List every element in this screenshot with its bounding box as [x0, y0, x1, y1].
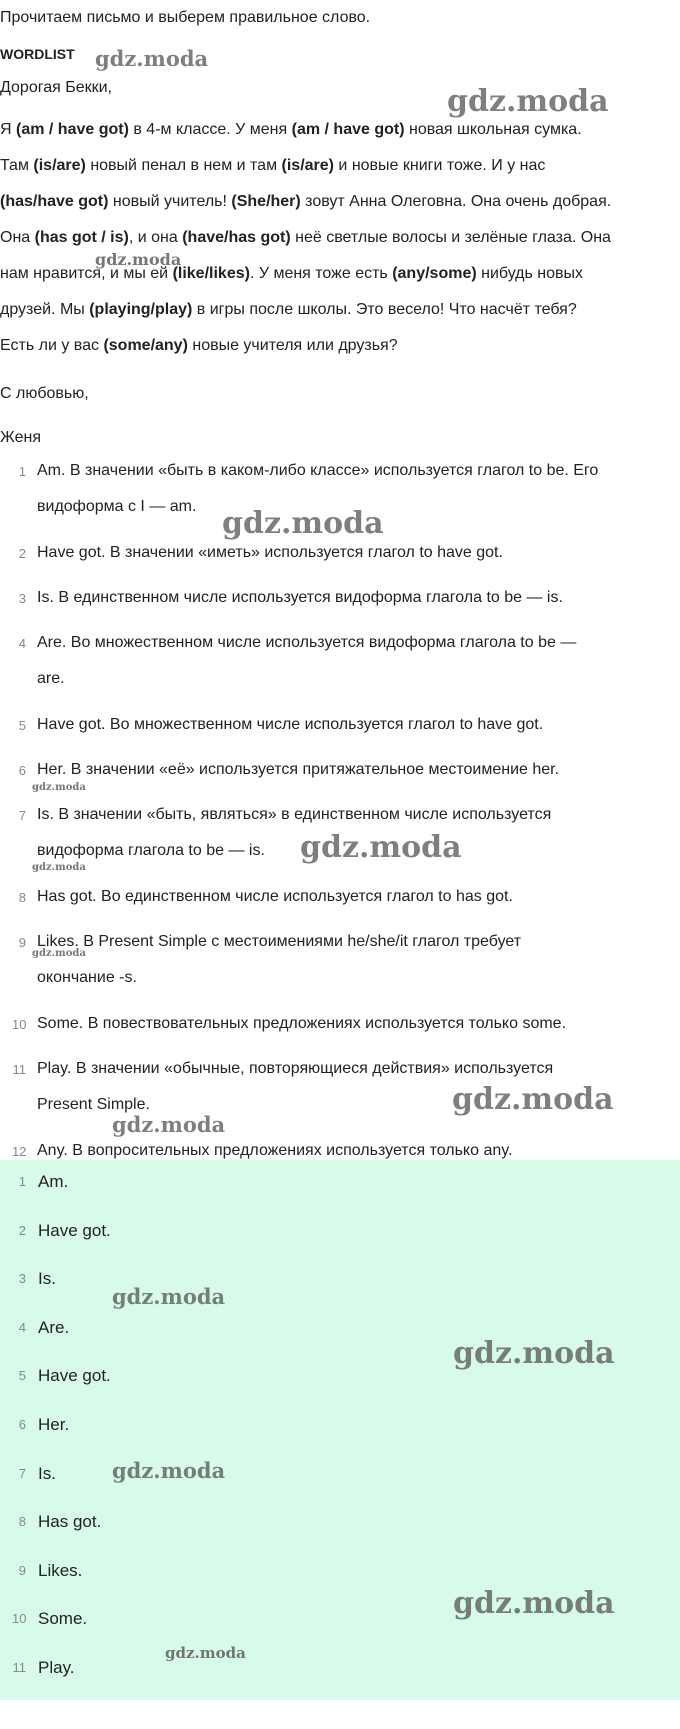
word-choice: (has/have got)	[0, 193, 109, 210]
explanation-text: Play. В значении «обычные, повторяющиеся действия» используется	[37, 1060, 554, 1077]
answer-text: Play.	[38, 1658, 75, 1677]
item-number: 1	[18, 1174, 26, 1189]
explanation-text: Has got. Во единственном числе используется глагол to has got.	[37, 888, 513, 905]
explanation-text: Is. В значении «быть, являться» в единственном числе используется	[37, 806, 552, 823]
watermark: gdz.moda	[452, 1082, 614, 1117]
word-choice: (any/some)	[392, 265, 477, 282]
letter-line	[0, 156, 545, 176]
wordlist-heading: WORDLIST	[0, 46, 75, 62]
item-number: 2	[18, 1222, 26, 1238]
letter-line	[0, 300, 577, 320]
explanation-text: Am. В значении «быть в каком-либо классе» используется глагол to be. Его	[37, 462, 599, 479]
letter-text: нибудь новых	[476, 265, 584, 282]
explanation-text: Likes. В Present Simple с местоимениями he/she/it глагол требует	[37, 933, 522, 950]
watermark: gdz.moda	[95, 250, 182, 269]
letter-text: новый учитель!	[108, 193, 232, 210]
explanation-text: окончание -s.	[37, 969, 137, 986]
letter-text: Я	[0, 121, 16, 138]
answer-text: Am.	[38, 1172, 69, 1191]
watermark: gdz.moda	[453, 1586, 615, 1621]
watermark: gdz.moda	[112, 1458, 226, 1483]
answer-text: Likes.	[38, 1560, 83, 1580]
answer-text: Have got.	[38, 1220, 111, 1240]
answer-text: Some.	[38, 1609, 88, 1629]
word-choice: (have/has got)	[182, 229, 291, 246]
item-number: 3	[18, 591, 26, 606]
explanation-text: are.	[37, 670, 65, 687]
letter-greeting: Дорогая Бекки,	[0, 79, 112, 96]
answer-text: Is.	[38, 1463, 56, 1483]
item-number: 2	[18, 546, 26, 561]
letter-line	[0, 120, 582, 140]
watermark: gdz.moda	[112, 1284, 226, 1309]
item-number: 7	[18, 1465, 26, 1481]
letter-line	[0, 228, 611, 248]
letter-line	[0, 264, 583, 284]
answer-text: Has got.	[38, 1512, 102, 1532]
item-number: 7	[18, 808, 26, 823]
letter-text: в 4-м классе. У меня	[128, 121, 292, 138]
watermark: gdz.moda	[165, 1644, 246, 1662]
explanation-text: Present Simple.	[37, 1096, 150, 1113]
letter-text: в игры после школы. Это весело! Что насчёт тебя?	[192, 301, 577, 318]
letter-line	[0, 336, 398, 356]
word-choice: (like/likes)	[172, 265, 250, 282]
letter-text: новый пенал в нем и там	[85, 157, 282, 174]
watermark: gdz.moda	[112, 1112, 226, 1137]
item-number: 1	[18, 464, 26, 479]
letter-text: . У меня тоже есть	[249, 265, 393, 282]
explanation-text: Any. В вопросительных предложениях используется только any.	[37, 1142, 513, 1159]
watermark: gdz.moda	[32, 948, 86, 959]
word-choice: (has got / is)	[34, 229, 129, 246]
watermark: gdz.moda	[222, 506, 384, 541]
letter-text: нам нравится, и мы ей	[0, 265, 173, 282]
explanation-text: видоформа глагола to be — is.	[37, 842, 265, 859]
word-choice: (is/are)	[33, 157, 86, 174]
item-number: 4	[18, 636, 26, 651]
letter-text: Есть ли у вас	[0, 337, 104, 354]
item-number: 11	[12, 1660, 26, 1675]
intro-text: Прочитаем письмо и выберем правильное слово.	[0, 9, 371, 26]
item-number: 10	[12, 1611, 27, 1627]
letter-text: неё светлые волосы и зелёные глаза. Она	[290, 229, 611, 246]
word-choice: (am / have got)	[16, 121, 129, 138]
watermark: gdz.moda	[95, 46, 209, 71]
letter-text: Она	[0, 229, 35, 246]
answer-text: Is.	[38, 1269, 56, 1289]
item-number: 9	[18, 935, 26, 950]
item-number: 4	[18, 1319, 26, 1335]
explanation-text: видоформа с I — am.	[37, 498, 197, 515]
explanation-text: Her. В значении «её» используется притяжательное местоимение her.	[37, 761, 560, 778]
letter-text: новые учителя или друзья?	[187, 337, 398, 354]
item-number: 6	[18, 1417, 26, 1432]
item-number: 3	[18, 1271, 26, 1287]
answer-text: Are.	[38, 1317, 70, 1337]
letter-text: зовут Анна Олеговна. Она очень добрая.	[300, 193, 612, 210]
explanation-text: Are. Во множественном числе используется видоформа глагола to be —	[37, 634, 577, 651]
item-number: 5	[18, 718, 26, 733]
letter-closing: С любовью,	[0, 385, 89, 402]
item-number: 11	[12, 1062, 26, 1077]
letter-text: новая школьная сумка.	[404, 121, 582, 138]
word-choice: (playing/play)	[89, 301, 193, 318]
item-number: 10	[12, 1017, 27, 1032]
answer-text: Have got.	[38, 1366, 111, 1386]
explanation-text: Have got. В значении «иметь» используется глагол to have got.	[37, 544, 503, 561]
item-number: 5	[18, 1368, 26, 1384]
word-choice: (She/her)	[231, 193, 301, 210]
word-choice: (am / have got)	[291, 121, 405, 138]
letter-text: Там	[0, 157, 34, 174]
item-number: 8	[18, 1514, 26, 1530]
explanation-text: Have got. Во множественном числе используется глагол to have got.	[37, 716, 544, 733]
item-number: 6	[18, 763, 26, 778]
letter-text: , и она	[128, 229, 183, 246]
item-number: 9	[18, 1562, 26, 1578]
watermark: gdz.moda	[447, 84, 609, 119]
word-choice: (some/any)	[103, 337, 188, 354]
explanation-text: Some. В повествовательных предложениях используется только some.	[37, 1015, 567, 1032]
letter-text: и новые книги тоже. И у нас	[333, 157, 546, 174]
item-number: 12	[12, 1144, 27, 1159]
watermark: gdz.moda	[300, 830, 462, 865]
letter-text: друзей. Мы	[0, 301, 90, 318]
item-number: 8	[18, 890, 26, 905]
word-choice: (is/are)	[281, 157, 334, 174]
explanation-text: Is. В единственном числе используется видоформа глагола to be — is.	[37, 589, 563, 606]
letter-line	[0, 192, 611, 212]
letter-signature: Женя	[0, 429, 41, 446]
answer-text: Her.	[38, 1415, 70, 1434]
watermark: gdz.moda	[453, 1336, 615, 1371]
watermark: gdz.moda	[32, 862, 86, 873]
watermark: gdz.moda	[32, 782, 86, 793]
